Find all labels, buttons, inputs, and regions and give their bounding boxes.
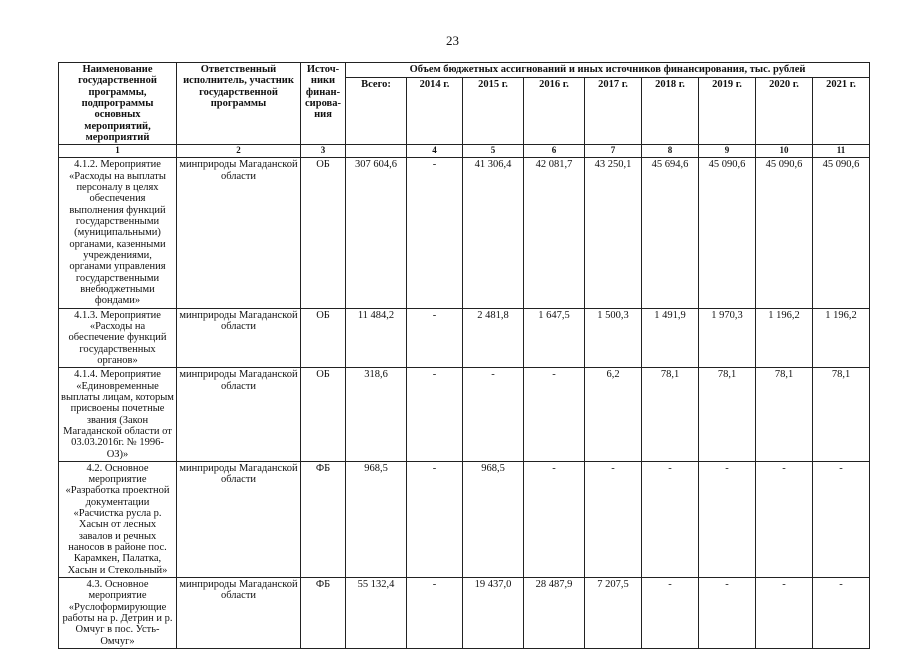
value-cell: 11 484,2 [346, 308, 407, 368]
responsible-executor: минприроды Магаданской области [177, 461, 301, 577]
value-cell: 28 487,9 [524, 578, 585, 649]
column-number: 6 [524, 145, 585, 158]
column-number: 1 [59, 145, 177, 158]
column-number: 11 [813, 145, 870, 158]
value-cell: 78,1 [756, 368, 813, 462]
funding-source: ОБ [301, 308, 346, 368]
activity-name: 4.3. Основное мероприятие «Руслоформирующие работы на р. Детрин и р. Омчуг в пос. Усть-Омчуг» [59, 578, 177, 649]
value-cell: - [756, 461, 813, 577]
value-cell: 7 207,5 [585, 578, 642, 649]
header-responsible: Ответственный исполнитель, участник государственной программы [177, 63, 301, 145]
column-number [346, 145, 407, 158]
value-cell: 968,5 [346, 461, 407, 577]
value-cell: 78,1 [642, 368, 699, 462]
value-cell: 1 491,9 [642, 308, 699, 368]
funding-source: ОБ [301, 158, 346, 308]
value-cell: 45 090,6 [813, 158, 870, 308]
value-cell: - [524, 461, 585, 577]
activity-name: 4.1.4. Мероприятие «Единовременные выплаты лицам, которым присвоены почетные звания (Закон Магаданской области от 03.03.2016г. № 1996-ОЗ)» [59, 368, 177, 462]
responsible-executor: минприроды Магаданской области [177, 368, 301, 462]
value-cell: - [407, 461, 463, 577]
value-cell: - [699, 461, 756, 577]
value-cell: - [813, 461, 870, 577]
column-number: 3 [301, 145, 346, 158]
funding-source: ОБ [301, 368, 346, 462]
budget-table [58, 62, 870, 649]
header-source: Источ-ники финан-сирова-ния [301, 63, 346, 145]
header-year: 2017 г. [585, 78, 642, 145]
responsible-executor: минприроды Магаданской области [177, 158, 301, 308]
header-year: Всего: [346, 78, 407, 145]
table-row [59, 158, 870, 308]
header-year: 2015 г. [463, 78, 524, 145]
responsible-executor: минприроды Магаданской области [177, 578, 301, 649]
value-cell: - [813, 578, 870, 649]
funding-source: ФБ [301, 578, 346, 649]
value-cell: 968,5 [463, 461, 524, 577]
activity-name: 4.1.3. Мероприятие «Расходы на обеспечение функций государственных органов» [59, 308, 177, 368]
value-cell: 2 481,8 [463, 308, 524, 368]
header-year: 2018 г. [642, 78, 699, 145]
funding-source: ФБ [301, 461, 346, 577]
value-cell: - [756, 578, 813, 649]
activity-name: 4.2. Основное мероприятие «Разработка проектной документации «Расчистка русла р. Хасын от лесных завалов и речных наносов в районе пос. Карамкен, Палатка, Хасын и Стекольный» [59, 461, 177, 577]
value-cell: - [407, 158, 463, 308]
value-cell: 41 306,4 [463, 158, 524, 308]
value-cell: - [642, 578, 699, 649]
value-cell: 45 090,6 [756, 158, 813, 308]
value-cell: - [407, 578, 463, 649]
value-cell: 45 090,6 [699, 158, 756, 308]
column-number: 2 [177, 145, 301, 158]
value-cell: 1 196,2 [813, 308, 870, 368]
value-cell: - [585, 461, 642, 577]
table-row [59, 368, 870, 462]
column-number: 9 [699, 145, 756, 158]
header-year: 2020 г. [756, 78, 813, 145]
header-year: 2021 г. [813, 78, 870, 145]
column-number: 4 [407, 145, 463, 158]
value-cell: 1 970,3 [699, 308, 756, 368]
value-cell: 43 250,1 [585, 158, 642, 308]
value-cell: 78,1 [813, 368, 870, 462]
header-name: Наименование государственной программы, подпрограммы основных мероприятий, мероприятий [59, 63, 177, 145]
value-cell: 42 081,7 [524, 158, 585, 308]
value-cell: - [407, 368, 463, 462]
value-cell: - [524, 368, 585, 462]
table-row [59, 578, 870, 649]
header-year: 2016 г. [524, 78, 585, 145]
value-cell: - [407, 308, 463, 368]
value-cell: 45 694,6 [642, 158, 699, 308]
value-cell: - [699, 578, 756, 649]
value-cell: 1 500,3 [585, 308, 642, 368]
column-number: 10 [756, 145, 813, 158]
table-row [59, 461, 870, 577]
header-year: 2019 г. [699, 78, 756, 145]
header-year: 2014 г. [407, 78, 463, 145]
value-cell: - [463, 368, 524, 462]
value-cell: 78,1 [699, 368, 756, 462]
value-cell: 1 196,2 [756, 308, 813, 368]
value-cell: 1 647,5 [524, 308, 585, 368]
header-funding: Объем бюджетных ассигнований и иных источников финансирования, тыс. рублей [346, 63, 870, 78]
column-number: 8 [642, 145, 699, 158]
value-cell: 55 132,4 [346, 578, 407, 649]
value-cell: 19 437,0 [463, 578, 524, 649]
value-cell: 6,2 [585, 368, 642, 462]
value-cell: - [642, 461, 699, 577]
column-number: 7 [585, 145, 642, 158]
column-number: 5 [463, 145, 524, 158]
responsible-executor: минприроды Магаданской области [177, 308, 301, 368]
value-cell: 307 604,6 [346, 158, 407, 308]
table-row [59, 308, 870, 368]
value-cell: 318,6 [346, 368, 407, 462]
page-number: 23 [446, 33, 459, 48]
activity-name: 4.1.2. Мероприятие «Расходы на выплаты персоналу в целях обеспечения выполнения функций государственными (муниципальными) органами, казенными учреждениями, органами управления государственными внебюджетными фондами» [59, 158, 177, 308]
